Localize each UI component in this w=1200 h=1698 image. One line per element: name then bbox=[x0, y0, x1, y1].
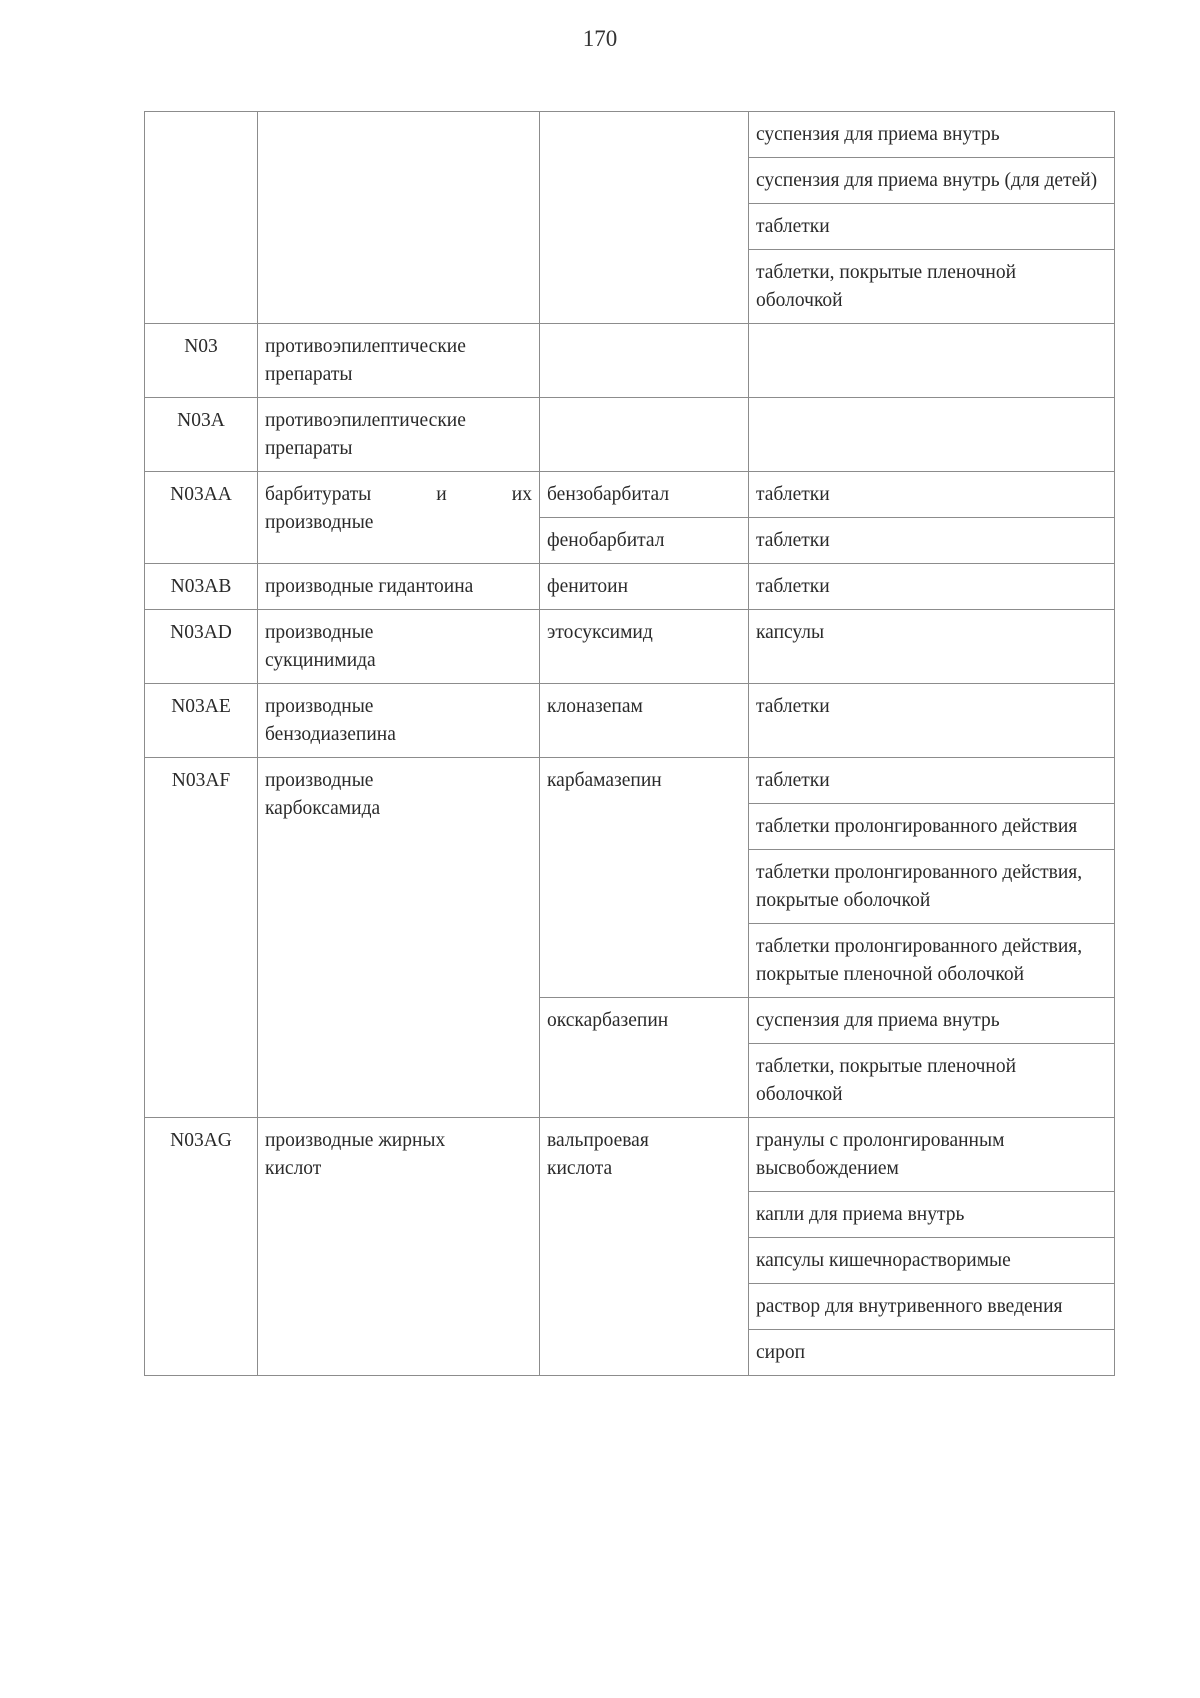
table-row bbox=[145, 610, 1115, 684]
group-word: производные bbox=[265, 512, 374, 533]
dosage-form-cell: капсулы кишечнорастворимые bbox=[749, 1238, 1115, 1284]
table-row bbox=[145, 398, 1115, 472]
dosage-form-cell: таблетки bbox=[749, 758, 1115, 804]
table-row bbox=[145, 112, 1115, 158]
dosage-form-cell: капсулы bbox=[749, 610, 1115, 684]
dosage-form-cell: раствор для внутривенного введения bbox=[749, 1284, 1115, 1330]
drug-cell: окскарбазепин bbox=[540, 998, 749, 1118]
atc-code-cell: N03AE bbox=[145, 684, 258, 758]
atc-code-cell: N03A bbox=[145, 398, 258, 472]
drug-cell bbox=[540, 112, 749, 324]
drug-cell bbox=[540, 398, 749, 472]
code-cell bbox=[145, 112, 258, 324]
drug-cell bbox=[540, 324, 749, 398]
dosage-form-cell bbox=[749, 398, 1115, 472]
dosage-form-cell: суспензия для приема внутрь (для детей) bbox=[749, 158, 1115, 204]
group-cell: производные бензодиазепина bbox=[258, 684, 540, 758]
dosage-form-cell: таблетки пролонгированного действия, покрытые пленочной оболочкой bbox=[749, 924, 1115, 998]
drug-cell: клоназепам bbox=[540, 684, 749, 758]
dosage-form-cell: таблетки, покрытые пленочной оболочкой bbox=[749, 1044, 1115, 1118]
group-cell: противоэпилептические препараты bbox=[258, 324, 540, 398]
table-row bbox=[145, 684, 1115, 758]
dosage-form-cell: суспензия для приема внутрь bbox=[749, 112, 1115, 158]
group-cell: производные гидантоина bbox=[258, 564, 540, 610]
table-row bbox=[145, 472, 1115, 518]
page-number: 170 bbox=[582, 26, 618, 51]
group-word: и bbox=[436, 484, 447, 505]
dosage-form-cell: таблетки bbox=[749, 564, 1115, 610]
drug-cell: вальпроевая кислота bbox=[540, 1118, 749, 1376]
drug-list-table bbox=[144, 111, 1115, 1376]
table-row bbox=[145, 758, 1115, 804]
dosage-form-cell: таблетки пролонгированного действия, покрытые оболочкой bbox=[749, 850, 1115, 924]
atc-code-cell: N03 bbox=[145, 324, 258, 398]
table-row bbox=[145, 1118, 1115, 1192]
dosage-form-cell bbox=[749, 324, 1115, 398]
dosage-form-cell: гранулы с пролонгированным высвобождением bbox=[749, 1118, 1115, 1192]
dosage-form-cell: таблетки bbox=[749, 518, 1115, 564]
group-cell: производные жирных кислот bbox=[258, 1118, 540, 1376]
atc-code-cell: N03AD bbox=[145, 610, 258, 684]
group-cell: производные сукцинимида bbox=[258, 610, 540, 684]
dosage-form-cell: суспензия для приема внутрь bbox=[749, 998, 1115, 1044]
drug-cell: этосуксимид bbox=[540, 610, 749, 684]
drug-cell: фенобарбитал bbox=[540, 518, 749, 564]
group-cell bbox=[258, 472, 540, 564]
dosage-form-cell: таблетки пролонгированного действия bbox=[749, 804, 1115, 850]
group-justified-line bbox=[265, 481, 532, 509]
group-cell bbox=[258, 112, 540, 324]
table-row bbox=[145, 564, 1115, 610]
atc-code-cell: N03AG bbox=[145, 1118, 258, 1376]
atc-code-cell: N03AF bbox=[145, 758, 258, 1118]
dosage-form-cell: таблетки bbox=[749, 472, 1115, 518]
dosage-form-cell: таблетки, покрытые пленочной оболочкой bbox=[749, 250, 1115, 324]
dosage-form-cell: капли для приема внутрь bbox=[749, 1192, 1115, 1238]
group-cell: противоэпилептические препараты bbox=[258, 398, 540, 472]
dosage-form-cell: таблетки bbox=[749, 684, 1115, 758]
drug-cell: бензобарбитал bbox=[540, 472, 749, 518]
dosage-form-cell: сироп bbox=[749, 1330, 1115, 1376]
group-word: их bbox=[511, 484, 532, 505]
group-cell: производные карбоксамида bbox=[258, 758, 540, 1118]
atc-code-cell: N03AB bbox=[145, 564, 258, 610]
table-row bbox=[145, 324, 1115, 398]
drug-cell: карбамазепин bbox=[540, 758, 749, 998]
group-word: барбитураты bbox=[265, 484, 372, 505]
drug-cell: фенитоин bbox=[540, 564, 749, 610]
dosage-form-cell: таблетки bbox=[749, 204, 1115, 250]
atc-code-cell: N03AA bbox=[145, 472, 258, 564]
